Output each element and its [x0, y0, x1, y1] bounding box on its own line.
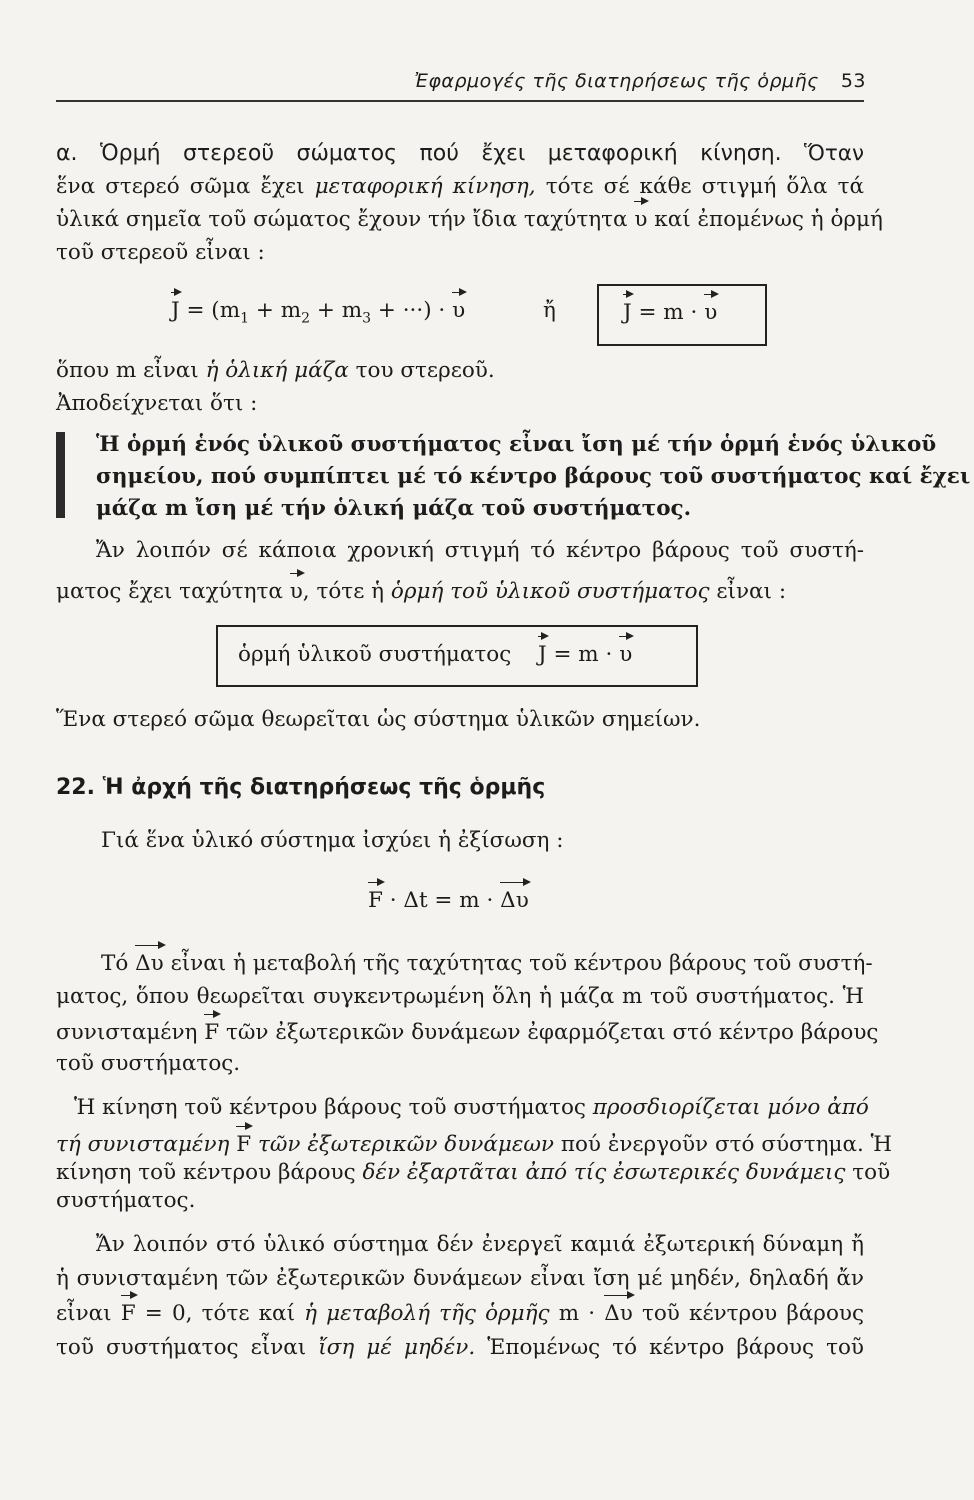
emphasis: προσδιορίζεται μόνο ἀπό: [592, 1095, 869, 1120]
para-1-line-4: τοῦ συστήματος.: [56, 1051, 241, 1076]
para-2-line-3: [56, 1158, 891, 1188]
momentum-equation-sum: [171, 296, 465, 333]
vector-symbol: J: [538, 640, 547, 670]
section-a-line-12: [56, 577, 864, 607]
momentum-formula-box: [597, 284, 767, 346]
section-a-line-3: [56, 205, 883, 235]
para-1-line-3: [56, 1018, 879, 1048]
emphasis: ἴση μέ μηδέν.: [318, 1335, 476, 1360]
text: τότε σέ κάθε στιγμή ὅλα τά: [535, 174, 865, 199]
text: = (m: [179, 298, 241, 323]
theorem-line-3: μάζα m ἴση μέ τήν ὁλική μάζα τοῦ συστήματος.: [96, 496, 692, 521]
text: ὑλικά σημεῖα τοῦ σώματος ἔχουν τήν ἴδια ταχύτητα: [56, 207, 635, 232]
para-1-line-2: ματος, ὅπου θεωρεῖται συγκεντρωμένη ὅλη ἡ μάζα m τοῦ συστήματος. Ἡ: [56, 984, 864, 1009]
section-a-line-2: [56, 172, 864, 202]
subscript: 3: [362, 310, 372, 327]
vector-symbol: J: [623, 298, 632, 328]
section-a-line-1: [56, 139, 864, 169]
text: συνισταμένη: [56, 1020, 205, 1045]
section-a-line-11: Ἄν λοιπόν σέ κάποια χρονική στιγμή τό κέντρο βάρους τοῦ συστή-: [96, 538, 864, 563]
text: εἶναι ἡ μεταβολή τῆς ταχύτητας τοῦ κέντρου βάρους τοῦ συστή-: [163, 951, 873, 976]
header-title: Ἐφαρμογές τῆς διατηρήσεως τῆς ὁρμῆς: [414, 70, 819, 92]
para-2-line-4: συστήματος.: [56, 1188, 196, 1213]
para-1-line-1: [101, 949, 873, 979]
subscript: 1: [240, 310, 250, 327]
text: = m ·: [546, 642, 620, 667]
vector-symbol: F: [121, 1299, 136, 1329]
text: Ἡ κίνηση τοῦ κέντρου βάρους τοῦ συστήματος: [74, 1095, 593, 1120]
emphasis: μεταφορική κίνηση,: [314, 174, 536, 199]
section-a-line-14: Ἕνα στερεό σῶμα θεωρεῖται ὡς σύστημα ὑλικῶν σημείων.: [56, 707, 701, 732]
text: τοῦ συστήματος εἶναι: [56, 1335, 319, 1360]
vector-symbol: υ: [634, 205, 647, 235]
text: Τό: [101, 951, 136, 976]
section-a-line-4: τοῦ στερεοῦ εἶναι :: [56, 240, 265, 265]
system-momentum-box: [216, 625, 698, 687]
subscript: 2: [301, 310, 311, 327]
text: τῶν ἐξωτερικῶν δυνάμεων ἐφαρμόζεται στό κέντρο βάρους: [219, 1020, 879, 1045]
emphasis: ἡ ὁλική μάζα: [205, 358, 349, 383]
text: καί ἐπομένως ἡ ὁρμή: [647, 207, 883, 232]
vector-symbol: Δυ: [135, 949, 164, 979]
text: , τότε ἡ: [302, 579, 391, 604]
text: = 0, τότε καί: [135, 1301, 305, 1326]
text: + m: [249, 298, 302, 323]
text: εἶναι :: [709, 579, 787, 604]
theorem-line-2: σημείου, πού συμπίπτει μέ τό κέντρο βάρους τοῦ συστήματος καί ἔχει: [96, 464, 971, 489]
vector-symbol: Δυ: [500, 886, 529, 916]
header-rule: [56, 100, 864, 102]
text: ὅπου m εἶναι: [56, 358, 206, 383]
section-22-heading: 22. Ἡ ἀρχή τῆς διατηρήσεως τῆς ὁρμῆς: [56, 775, 546, 800]
para-3-line-3: [56, 1299, 864, 1329]
text: εἶναι: [56, 1301, 121, 1326]
page-number: 53: [840, 70, 866, 92]
vector-symbol: F: [204, 1018, 219, 1048]
text: του στερεοῦ.: [348, 358, 495, 383]
theorem-line-1: Ἡ ὁρμή ἑνός ὑλικοῦ συστήματος εἶναι ἴση μέ τήν ὁρμή ἑνός ὑλικοῦ: [96, 432, 937, 457]
emphasis: ὁρμή τοῦ ὑλικοῦ συστήματος: [390, 579, 710, 604]
section-a-heading: α. Ὁρμή στερεοῦ σώματος πού ἔχει μεταφορική κίνηση.: [56, 141, 782, 166]
vector-symbol: υ: [290, 577, 303, 607]
text: ματος ἔχει ταχύτητα: [56, 579, 290, 604]
running-header: [56, 70, 866, 92]
section-a-line-7: Ἀποδείχνεται ὅτι :: [56, 391, 258, 416]
emphasis: ἡ μεταβολή τῆς ὁρμῆς: [304, 1301, 550, 1326]
text: τοῦ κέντρου βάρους: [632, 1301, 864, 1326]
vector-symbol: J: [171, 296, 180, 326]
text: + m: [310, 298, 363, 323]
or-word: ἤ: [543, 298, 556, 323]
text: = m ·: [631, 300, 705, 325]
box-label: ὁρμή ὑλικοῦ συστήματος: [238, 642, 512, 667]
impulse-equation: [368, 886, 529, 916]
vector-symbol: υ: [619, 640, 632, 670]
vector-symbol: υ: [704, 298, 717, 328]
para-3-line-2: ἡ συνισταμένη τῶν ἐξωτερικῶν δυνάμεων εἶναι ἴση μέ μηδέν, δηλαδή ἄν: [56, 1266, 864, 1291]
para-3-line-4: [56, 1333, 864, 1363]
highlight-bar: [56, 432, 65, 518]
section-22-line-1: Γιά ἕνα ὑλικό σύστημα ἰσχύει ἡ ἐξίσωση :: [101, 828, 564, 853]
text: + ···) ·: [371, 298, 453, 323]
text: πού ἐνεργοῦν στό σύστημα. Ἡ: [554, 1132, 893, 1157]
vector-symbol: Δυ: [604, 1299, 633, 1329]
text: Ἑπομένως τό κέντρο βάρους τοῦ: [475, 1335, 864, 1360]
vector-symbol: υ: [452, 296, 465, 326]
para-2-line-1: [74, 1093, 869, 1123]
text: τοῦ: [845, 1160, 891, 1185]
text: Ὅταν: [804, 141, 864, 166]
boxed-formula: [623, 298, 717, 328]
para-2-line-2: [56, 1130, 893, 1160]
text: ἕνα στερεό σῶμα ἔχει: [56, 174, 315, 199]
section-a-line-6: [56, 356, 864, 386]
emphasis: τῶν ἐξωτερικῶν δυνάμεων: [251, 1132, 554, 1157]
vector-symbol: F: [236, 1130, 251, 1160]
text: · Δt = m ·: [382, 888, 501, 913]
emphasis: τή συνισταμένη: [56, 1132, 237, 1157]
emphasis: δέν ἐξαρτᾶται ἀπό τίς ἐσωτερικές δυνάμεις: [362, 1160, 846, 1185]
vector-symbol: F: [368, 886, 383, 916]
boxed-formula: [538, 640, 632, 670]
para-3-line-1: Ἄν λοιπόν στό ὑλικό σύστημα δέν ἐνεργεῖ καμιά ἐξωτερική δύναμη ἤ: [96, 1232, 864, 1257]
text: κίνηση τοῦ κέντρου βάρους: [56, 1160, 363, 1185]
text: m ·: [549, 1301, 605, 1326]
